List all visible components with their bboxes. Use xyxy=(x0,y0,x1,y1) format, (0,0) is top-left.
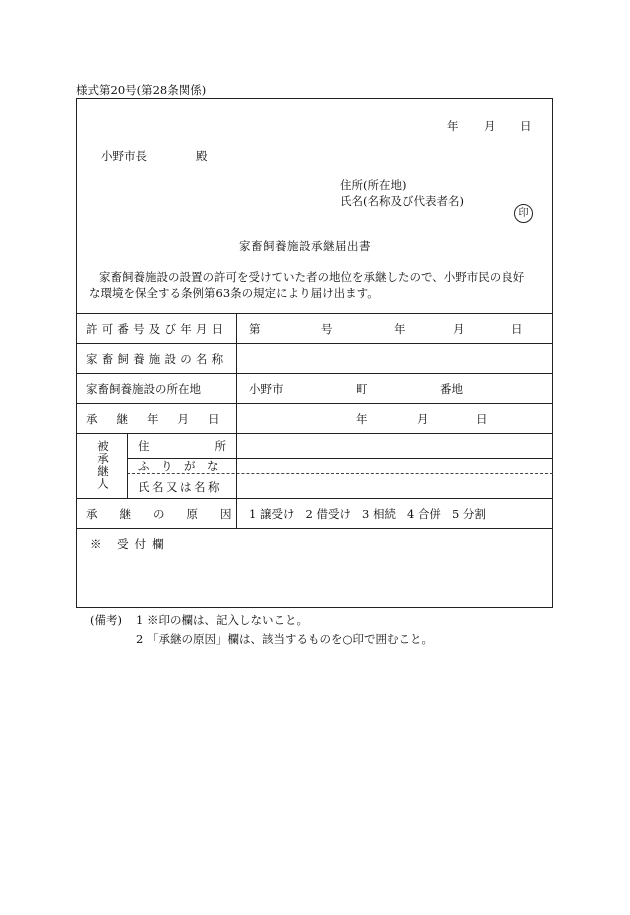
table-rule xyxy=(76,403,553,404)
reason-label: 承継の原因 xyxy=(86,507,254,521)
table-rule xyxy=(76,313,553,314)
succession-day: 日 xyxy=(476,412,488,426)
succession-date-label: 承継年月日 xyxy=(86,412,239,426)
permit-month: 月 xyxy=(453,322,465,336)
table-column-divider xyxy=(127,433,128,498)
succession-year: 年 xyxy=(356,412,368,426)
location-lot: 番地 xyxy=(440,382,463,396)
date-year: 年 xyxy=(447,119,459,133)
location-town: 町 xyxy=(356,382,368,396)
table-rule xyxy=(76,373,553,374)
note-item-1: 1 ※印の欄は、記入しないこと。 xyxy=(136,613,308,627)
reason-option-inheritance: 3 相続 xyxy=(361,507,396,521)
applicant-address-label: 住所(所在地) xyxy=(340,178,407,192)
reason-options xyxy=(249,506,486,522)
permit-label-text: 許可番号及び年月日 xyxy=(86,322,228,336)
permit-dai: 第 xyxy=(249,322,261,336)
predecessor-name-label: 氏名又は名称 xyxy=(138,480,222,494)
date-day: 日 xyxy=(520,119,532,133)
permit-day: 日 xyxy=(511,322,523,336)
note-item-2: 2 「承継の原因」欄は、該当するものを○印で囲むこと。 xyxy=(136,632,434,646)
permit-go: 号 xyxy=(321,322,333,336)
seal-mark: 印 xyxy=(514,204,533,223)
addressee-honorific: 殿 xyxy=(196,149,208,163)
facility-location-label: 家畜飼養施設の所在地 xyxy=(86,382,201,396)
reason-option-split: 5 分割 xyxy=(451,507,486,521)
reason-option-merger: 4 合併 xyxy=(406,507,441,521)
predecessor-address-label: 住所 xyxy=(138,439,226,453)
table-rule xyxy=(76,528,553,529)
permit-year: 年 xyxy=(394,322,406,336)
predecessor-label-text: 被承継人 xyxy=(96,440,110,490)
table-rule xyxy=(76,433,553,434)
permit-label xyxy=(86,321,226,337)
predecessor-label xyxy=(96,440,108,493)
document-title: 家畜飼養施設承継届出書 xyxy=(239,239,371,253)
predecessor-furigana-label: ふりがな xyxy=(138,459,230,473)
form-number-label: 様式第20号(第28条関係) xyxy=(76,83,207,97)
table-rule xyxy=(76,343,553,344)
facility-name-label: 家畜飼養施設の名称 xyxy=(86,352,228,366)
reception-label: ※ 受付欄 xyxy=(90,537,170,551)
reason-option-lease: 2 借受け xyxy=(305,507,351,521)
location-city: 小野市 xyxy=(249,382,284,396)
date-month: 月 xyxy=(484,119,496,133)
table-rule xyxy=(76,498,553,499)
body-text-line-1: 家畜飼養施設の設置の許可を受けていた者の地位を承継したので、小野市民の良好 xyxy=(99,270,525,284)
notes-label: (備考) xyxy=(90,613,122,627)
body-text-line-2: な環境を保全する条例第63条の規定により届け出ます。 xyxy=(89,286,379,300)
reason-option-transfer: 1 譲受け xyxy=(249,507,295,521)
applicant-name-label: 氏名(名称及び代表者名) xyxy=(340,194,464,208)
addressee-name: 小野市長 xyxy=(101,149,147,163)
succession-month: 月 xyxy=(417,412,429,426)
